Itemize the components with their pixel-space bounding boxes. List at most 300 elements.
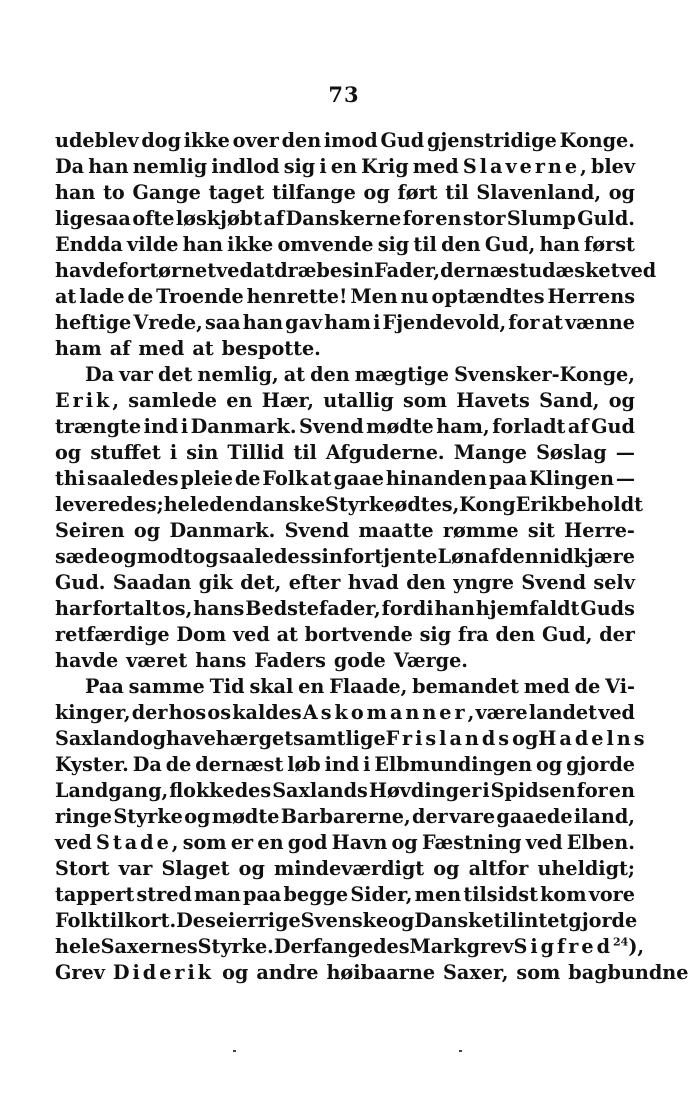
word: Sigfred$^{24}$),	[513, 935, 645, 958]
word: har	[55, 597, 92, 620]
word: gjenstridige	[426, 129, 557, 152]
word: Erik,	[55, 389, 120, 412]
word: som	[516, 961, 561, 984]
word: for	[402, 207, 434, 230]
word: Mange	[453, 441, 527, 464]
word: Svenske	[300, 909, 389, 932]
word: god	[287, 831, 328, 854]
word: ofte	[132, 207, 175, 230]
word: Tillid	[227, 441, 285, 464]
word: retfærdige	[55, 623, 170, 646]
word: han	[434, 597, 475, 620]
word: Paa	[85, 675, 124, 698]
word: Havn	[331, 831, 388, 854]
word: Gud,	[484, 233, 536, 256]
word: over	[232, 129, 279, 152]
word: Værge.	[393, 649, 468, 672]
word: til	[445, 181, 469, 204]
word: mødte	[366, 415, 434, 438]
word: stuffet	[90, 441, 161, 464]
body-text	[55, 128, 688, 986]
word: fortørnet	[118, 259, 217, 282]
word: og	[512, 727, 539, 750]
text-line	[55, 206, 635, 232]
word: saa	[204, 311, 241, 334]
word: Men	[350, 285, 398, 308]
spaced-name: Stade	[96, 831, 172, 854]
word: tilfange	[272, 181, 356, 204]
word: Krig	[361, 155, 409, 178]
word: Askomanner,	[302, 701, 475, 724]
text-line	[55, 882, 635, 908]
word: man	[194, 883, 241, 906]
word: havde	[55, 259, 119, 282]
word: forladt	[492, 415, 566, 438]
word: Hær,	[261, 389, 314, 412]
text-line	[55, 804, 635, 830]
word: modtog	[136, 545, 219, 568]
word: Styrke	[325, 493, 395, 516]
word: beholdt	[561, 493, 643, 516]
word: af	[567, 415, 589, 438]
text-line	[55, 830, 635, 856]
word: andre	[256, 961, 319, 984]
word: ved	[619, 259, 657, 282]
word: Stort	[55, 857, 110, 880]
word: De	[176, 909, 206, 932]
word: og	[433, 857, 460, 880]
word: Saxland	[55, 727, 140, 750]
word: ind	[143, 415, 179, 438]
word: imod	[323, 129, 378, 152]
word: at	[252, 259, 275, 282]
word: Danske	[414, 909, 494, 932]
word: skal	[249, 675, 294, 698]
word: kaldes	[232, 701, 302, 724]
word: og	[608, 181, 635, 204]
word: løb	[287, 753, 321, 776]
word: samme	[128, 675, 205, 698]
word: Gud,	[541, 623, 593, 646]
word	[113, 960, 214, 986]
word: fortalt	[92, 597, 162, 620]
word: Kong	[459, 493, 516, 516]
word: han	[182, 233, 223, 256]
word: leveredes;	[55, 493, 164, 516]
word: dernæst	[440, 259, 529, 282]
word: bortvende	[304, 623, 413, 646]
word: af	[109, 337, 131, 360]
word: os	[207, 701, 232, 724]
word: utallig	[323, 389, 394, 412]
word: som	[403, 389, 447, 412]
word: Dom	[176, 623, 227, 646]
word: fra	[457, 623, 489, 646]
word: de	[127, 285, 154, 308]
word: ham	[324, 311, 371, 334]
word: Svend	[284, 519, 350, 542]
word: gav	[285, 311, 323, 334]
word: Herre-	[564, 519, 635, 542]
word: og	[184, 805, 211, 828]
footnote-ref: 24	[613, 935, 629, 949]
word: uheldigt;	[537, 857, 635, 880]
word: sæde	[55, 545, 111, 568]
word: høibaarne	[326, 961, 436, 984]
word: stred	[136, 883, 192, 906]
word: en	[608, 779, 635, 802]
word: hos	[168, 701, 207, 724]
word	[538, 726, 647, 752]
word: mødte	[211, 805, 280, 828]
word: efter	[288, 571, 341, 594]
word: stor	[462, 207, 506, 230]
word: det	[157, 363, 193, 386]
word: en	[435, 207, 462, 230]
word: selv	[593, 571, 635, 594]
word: for	[576, 779, 608, 802]
word: Tid	[209, 675, 245, 698]
word: Stade,	[96, 831, 179, 854]
word: mindeværdigt	[274, 857, 425, 880]
word: hinanden	[385, 467, 488, 490]
word: to	[103, 181, 125, 204]
word: altfor	[468, 857, 529, 880]
word: de	[234, 467, 261, 490]
word: de	[574, 675, 601, 698]
text-line	[55, 284, 635, 310]
text-line	[55, 856, 635, 882]
word: ringe	[55, 805, 112, 828]
word: og	[608, 389, 635, 412]
word: Slaget	[161, 857, 230, 880]
word: heftige	[55, 311, 132, 334]
word: Fæstning	[421, 831, 522, 854]
word: hvad	[347, 571, 399, 594]
word: vore	[588, 883, 635, 906]
word: hele	[163, 493, 210, 516]
word: Troende	[156, 285, 244, 308]
word: blev	[590, 155, 635, 178]
word: der	[599, 623, 635, 646]
word: sit	[527, 519, 555, 542]
word: thi	[55, 467, 86, 490]
word: nemlig	[132, 155, 208, 178]
word: været	[126, 649, 188, 672]
word: for	[508, 311, 540, 334]
word: gjorde	[566, 753, 635, 776]
word: gik	[198, 571, 233, 594]
word: løskjøbt	[175, 207, 263, 230]
word: var	[119, 363, 153, 386]
word: ødtes,	[394, 493, 460, 516]
word: ved	[55, 831, 92, 854]
word: sig	[377, 233, 410, 256]
word: udæsket	[528, 259, 620, 282]
text-line	[55, 492, 643, 518]
word: Sand,	[539, 389, 600, 412]
word: udeblev	[55, 129, 139, 152]
word: Bedstefader,	[245, 597, 381, 620]
word: danske	[248, 493, 326, 516]
text-line	[55, 388, 635, 414]
word: Styrke	[113, 805, 183, 828]
text-line	[55, 232, 635, 258]
word: at	[55, 285, 77, 308]
word: Havets	[456, 389, 530, 412]
text-line	[55, 674, 635, 700]
word: men	[414, 883, 462, 906]
word: i	[180, 415, 189, 438]
word: saaledes	[218, 545, 311, 568]
text-line	[55, 154, 635, 180]
word: til	[293, 441, 317, 464]
word: og	[133, 519, 161, 542]
word: vare	[449, 805, 496, 828]
word: bespotte.	[221, 337, 321, 360]
word: kom	[540, 883, 587, 906]
word: taget	[208, 181, 265, 204]
word: i	[482, 779, 490, 802]
word: den	[441, 233, 481, 256]
word: og	[110, 545, 137, 568]
word: i	[169, 441, 178, 464]
word: Svend	[299, 415, 364, 438]
word: Grev	[55, 961, 105, 984]
word: Guld.	[577, 207, 635, 230]
spaced-name: Erik	[55, 389, 113, 412]
word: Herrens	[547, 285, 635, 308]
text-line	[55, 544, 635, 570]
word: Barbarerne,	[280, 805, 411, 828]
word: Slump	[506, 207, 576, 230]
text-line	[55, 622, 635, 648]
word: seierrige	[205, 909, 301, 932]
word: han	[88, 155, 129, 178]
word: til	[413, 233, 437, 256]
word: nidkjære	[538, 545, 635, 568]
word: Danskerne	[285, 207, 402, 230]
word: Guds	[580, 597, 635, 620]
word: ved	[598, 701, 635, 724]
word: Markgrev	[409, 935, 514, 958]
word: Flaade,	[329, 675, 408, 698]
scan-speck	[459, 1050, 462, 1052]
word: trængte	[55, 415, 142, 438]
word: pleie	[180, 467, 233, 490]
word: Afguderne.	[325, 441, 445, 464]
word: kinger,	[55, 701, 131, 724]
word: Elben.	[566, 831, 635, 854]
page-number: 73	[328, 82, 360, 107]
word: sig	[283, 155, 316, 178]
word: —	[615, 467, 635, 490]
word: —	[615, 441, 635, 464]
word: havde	[55, 649, 119, 672]
word: sig	[419, 623, 452, 646]
word: af	[263, 207, 285, 230]
word: Styrke.	[197, 935, 274, 958]
word: at	[310, 467, 332, 490]
word: gode	[333, 649, 386, 672]
word: med	[138, 337, 185, 360]
word: dog	[141, 129, 182, 152]
word: Slavenland,	[476, 181, 602, 204]
word: henrette!	[246, 285, 348, 308]
word: Landgang,	[55, 779, 169, 802]
word: den	[209, 493, 249, 516]
word: ikke	[183, 129, 230, 152]
word: Der	[273, 935, 313, 958]
word: Gud.	[55, 571, 106, 594]
word: tilintetgjorde	[493, 909, 638, 932]
word: hærget	[215, 727, 294, 750]
word: den	[310, 363, 350, 386]
word: Erik	[515, 493, 562, 516]
word: at	[283, 363, 306, 386]
word: rømme	[442, 519, 519, 542]
text-line	[55, 466, 635, 492]
word: Konge.	[559, 129, 635, 152]
word: vilde	[127, 233, 179, 256]
text-line	[55, 960, 688, 986]
word: fordi	[381, 597, 434, 620]
text-line	[55, 934, 645, 960]
word: Spidsen	[490, 779, 576, 802]
word: Saadan	[112, 571, 192, 594]
text-line	[55, 596, 635, 622]
text-line	[55, 752, 635, 778]
word: de	[165, 753, 192, 776]
word: der	[131, 701, 168, 724]
word: og	[55, 441, 82, 464]
word: fortjente	[343, 545, 438, 568]
word: med	[412, 155, 459, 178]
word: i	[319, 155, 327, 178]
word: Danmark.	[190, 415, 297, 438]
word: ved	[216, 259, 253, 282]
word: sin	[310, 545, 343, 568]
word: Sider,	[350, 883, 413, 906]
word: af	[478, 545, 499, 568]
word: Saxer,	[443, 961, 509, 984]
word: Slaverne,	[462, 155, 587, 178]
word: han	[55, 181, 96, 204]
word: Saxlands	[272, 779, 368, 802]
word: ham	[55, 337, 102, 360]
word: bemandet	[412, 675, 519, 698]
word: og	[238, 857, 265, 880]
word: hjemfaldt	[475, 597, 580, 620]
word: en	[257, 831, 284, 854]
word: ikke	[227, 233, 274, 256]
word: maatte	[358, 519, 434, 542]
word: paa	[242, 883, 282, 906]
word: fangedes	[312, 935, 410, 958]
word: nemlig,	[197, 363, 279, 386]
text-line	[55, 180, 635, 206]
word: flokkedes	[169, 779, 272, 802]
text-line	[55, 570, 635, 596]
word: gaaede	[496, 805, 573, 828]
word: først	[584, 233, 635, 256]
word: sin	[186, 441, 219, 464]
spaced-name: Askomanner	[302, 701, 468, 724]
word: ved	[525, 831, 563, 854]
spaced-name: Diderik	[112, 961, 215, 984]
word: der	[412, 805, 448, 828]
word: begge	[283, 883, 349, 906]
word: saaledes	[87, 467, 179, 490]
text-line	[55, 726, 648, 752]
word: være	[475, 701, 528, 724]
word: han	[242, 311, 284, 334]
word: hele	[55, 935, 101, 958]
word: Folk	[55, 909, 101, 932]
word: og	[222, 961, 249, 984]
word: hans	[193, 597, 245, 620]
word: Vi-	[605, 675, 635, 698]
word: samtlige	[293, 727, 386, 750]
word: indlod	[211, 155, 280, 178]
word: mægtige	[354, 363, 449, 386]
word: optændtes	[431, 285, 545, 308]
word: ført	[397, 181, 438, 204]
text-line	[55, 414, 635, 440]
word: Kyster.	[55, 753, 129, 776]
text-line	[55, 128, 635, 154]
word: lade	[79, 285, 125, 308]
spaced-name: Frislands	[385, 727, 513, 750]
spaced-name: Slaverne	[462, 155, 581, 178]
word: gaae	[333, 467, 384, 490]
text-line	[55, 700, 635, 726]
word: og	[139, 727, 167, 750]
word: Løn	[437, 545, 478, 568]
word: i	[373, 311, 381, 334]
word: tilkort.	[100, 909, 177, 932]
word: have	[166, 727, 216, 750]
text-line	[55, 362, 635, 388]
word: er	[230, 831, 254, 854]
word: iland,	[573, 805, 635, 828]
word: Svensker-Konge,	[454, 363, 635, 386]
text-line	[55, 518, 635, 544]
word: bagbundne	[568, 961, 688, 984]
word: dernæst	[195, 753, 284, 776]
word: Fader,	[374, 259, 441, 282]
word: Da	[55, 155, 85, 178]
text-line	[55, 648, 635, 674]
word: den	[499, 545, 539, 568]
word: en	[330, 155, 357, 178]
word: ligesaa	[55, 207, 131, 230]
word: Endda	[55, 233, 123, 256]
text-line	[55, 258, 657, 284]
word: landet	[528, 701, 598, 724]
word: den	[281, 129, 322, 152]
word: som	[182, 831, 227, 854]
word: hans	[195, 649, 247, 672]
word: Faders	[254, 649, 326, 672]
word: tilsidst	[463, 883, 538, 906]
text-line	[55, 440, 635, 466]
word: Gud	[380, 129, 425, 152]
text-line	[55, 336, 635, 362]
spaced-name: Sigfred	[513, 935, 614, 958]
word: Gud	[591, 415, 635, 438]
text-line	[55, 310, 635, 336]
